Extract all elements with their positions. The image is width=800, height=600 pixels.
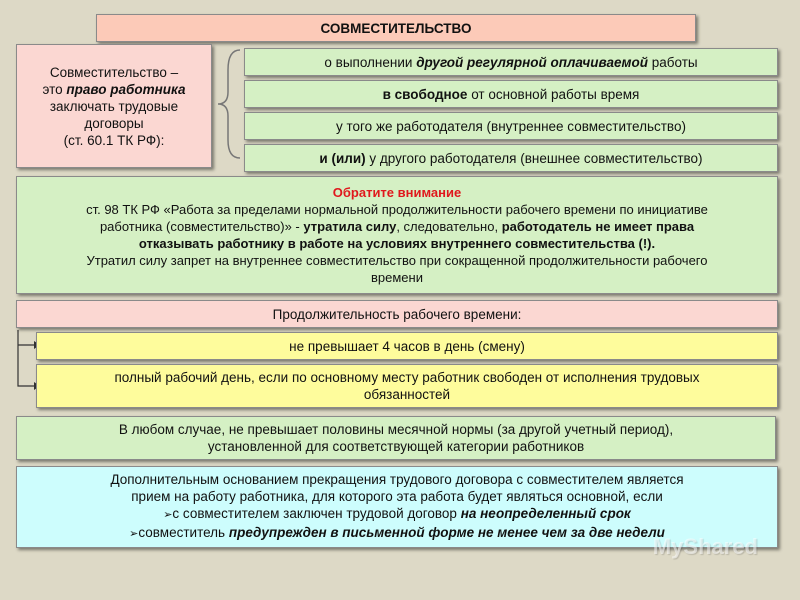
- termination-text: Дополнительным основанием прекращения трудового договора с совместителем является: [110, 472, 684, 487]
- branch-text: от основной работы время: [467, 86, 640, 102]
- duration-item-1: [36, 332, 778, 360]
- definition-line: Совместительство –: [49, 64, 179, 80]
- termination-bullet-item: [129, 524, 665, 543]
- attention-text: , следовательно,: [396, 219, 502, 234]
- duration-text: не превышает 4 часов в день (смену): [289, 338, 525, 354]
- definition-line: заключать трудовые: [49, 98, 179, 114]
- bracket-line: [18, 330, 34, 386]
- bullet-arrow-icon: ➢: [163, 509, 173, 521]
- definition-emphasis: право работника: [66, 81, 186, 97]
- duration-heading: Продолжительность рабочего времени:: [272, 306, 522, 322]
- definition-box: [16, 44, 212, 168]
- branch-text: у того же работодателя (внутреннее совместительство): [336, 118, 686, 134]
- branch-emphasis: другой регулярной оплачиваемой: [416, 54, 648, 70]
- attention-text: работника (совместительство)» -: [99, 219, 304, 234]
- attention-line: времени: [371, 270, 423, 285]
- brace: [218, 50, 240, 158]
- duration-text: обязанностей: [363, 387, 451, 402]
- duration-heading-box: [16, 300, 778, 328]
- any-case-text: В любом случае, не превышает половины месячной нормы (за другой учетный период),: [118, 422, 674, 437]
- termination-emphasis: на неопределенный срок: [460, 506, 631, 521]
- termination-emphasis: предупрежден в письменной форме не менее чем за две недели: [228, 525, 665, 540]
- branch-text: о выполнении: [324, 54, 417, 70]
- attention-line: Утратил силу запрет на внутреннее совместительство при сокращенной продолжительности рабочего: [86, 253, 708, 268]
- attention-heading: Обратите внимание: [332, 185, 462, 200]
- attention-box: [16, 176, 778, 294]
- termination-text: прием на работу работника, для которого эта работа будет являться основной, если: [131, 489, 663, 504]
- definition-line: (ст. 60.1 ТК РФ):: [63, 132, 165, 148]
- definition-text: это: [42, 81, 67, 97]
- bullet-arrow-icon: ➢: [129, 528, 139, 540]
- duration-text: полный рабочий день, если по основному месту работник свободен от исполнения трудовых: [114, 370, 700, 385]
- attention-line: [100, 218, 694, 235]
- termination-bullet-item: [163, 505, 631, 524]
- attention-emphasis: работодатель не имеет права: [501, 219, 695, 234]
- attention-emphasis: утратила силу: [303, 219, 397, 234]
- duration-item-2: [36, 364, 778, 408]
- termination-text: с совместителем заключен трудовой договор: [172, 506, 461, 521]
- branch-box-1: [244, 48, 778, 76]
- attention-line: отказывать работнику в работе на условиях внутреннего совместительства (!).: [138, 236, 656, 251]
- any-case-box: [16, 416, 776, 460]
- branch-box-4: [244, 144, 778, 172]
- branch-emphasis: в свободное: [382, 86, 468, 102]
- branch-box-2: [244, 80, 778, 108]
- attention-line: ст. 98 ТК РФ «Работа за пределами нормальной продолжительности рабочего времени по инициативе: [86, 202, 708, 217]
- page-title: СОВМЕСТИТЕЛЬСТВО: [320, 20, 472, 36]
- termination-text: совместитель: [138, 525, 229, 540]
- any-case-text: установленной для соответствующей категории работников: [207, 439, 585, 454]
- definition-line: [43, 81, 186, 98]
- definition-line: договоры: [84, 115, 144, 131]
- branch-emphasis: и (или): [319, 150, 366, 166]
- branch-text: у другого работодателя (внешнее совместительство): [365, 150, 703, 166]
- title-box: [96, 14, 696, 42]
- branch-box-3: [244, 112, 778, 140]
- watermark-logo: MyShared: [652, 534, 758, 559]
- branch-text: работы: [647, 54, 698, 70]
